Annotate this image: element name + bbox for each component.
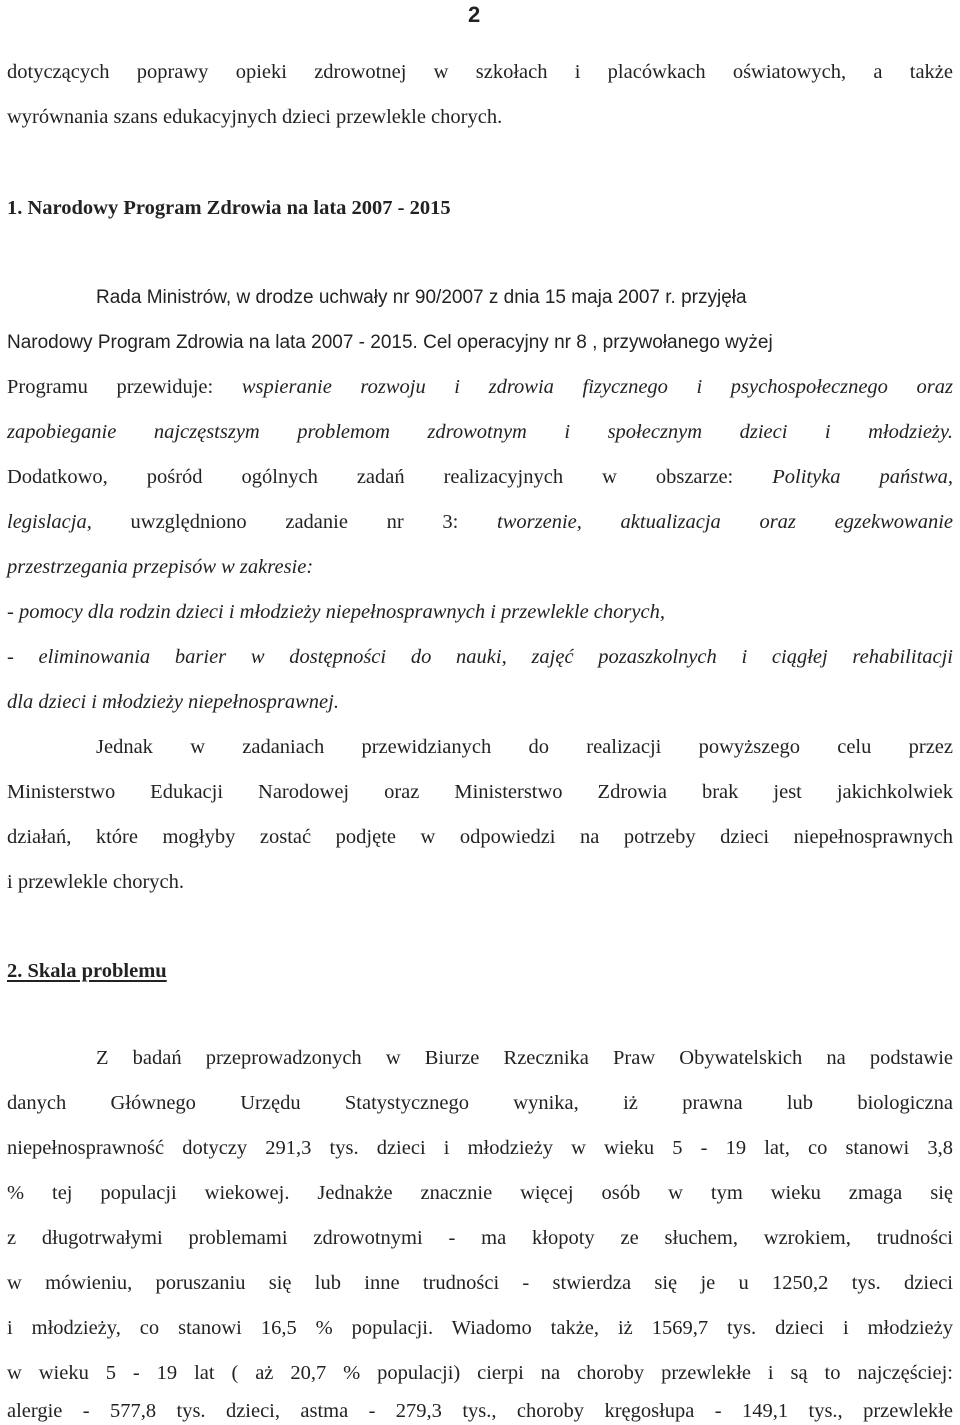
paragraph-line: legislacja, uwzględniono zadanie nr 3: tworzenie, aktualizacja oraz egzekwowanie	[7, 511, 954, 533]
page-number: 2	[468, 2, 481, 27]
paragraph-line: danych Głównego Urzędu Statystycznego wynika, iż prawna lub biologiczna	[7, 1092, 953, 1114]
paragraph-line: alergie - 577,8 tys. dzieci, astma - 279,3 tys., choroby kręgosłupa - 149,1 tys., przewlekłe	[7, 1400, 953, 1422]
paragraph-line: Z badań przeprowadzonych w Biurze Rzecznika Praw Obywatelskich na podstawie	[96, 1047, 953, 1069]
paragraph-line: w wieku 5 - 19 lat ( aż 20,7 % populacji) cierpi na choroby przewlekłe i są to najczęściej:	[7, 1362, 953, 1384]
list-item: - pomocy dla rodzin dzieci i młodzieży niepełnosprawnych i przewlekle chorych,	[7, 601, 665, 623]
paragraph-line: i przewlekle chorych.	[7, 871, 185, 893]
paragraph-line: z długotrwałymi problemami zdrowotnymi - ma kłopoty ze słuchem, wzrokiem, trudności	[7, 1227, 953, 1249]
paragraph-line: Jednak w zadaniach przewidzianych do realizacji powyższego celu przez	[96, 736, 953, 758]
paragraph-line: niepełnosprawność dotyczy 291,3 tys. dzieci i młodzieży w wieku 5 - 19 lat, co stanowi 3,8	[7, 1137, 953, 1159]
paragraph-line: Programu przewiduje: wspieranie rozwoju i zdrowia fizycznego i psychospołecznego oraz	[7, 376, 953, 398]
paragraph-line: Rada Ministrów, w drodze uchwały nr 90/2007 z dnia 15 maja 2007 r. przyjęła	[96, 287, 747, 308]
section-2-heading: 2. Skala problemu	[7, 960, 167, 982]
paragraph-line: % tej populacji wiekowej. Jednakże znacznie więcej osób w tym wieku zmaga się	[7, 1182, 953, 1204]
paragraph-line: Ministerstwo Edukacji Narodowej oraz Ministerstwo Zdrowia brak jest jakichkolwiek	[7, 781, 953, 803]
paragraph-line: Dodatkowo, pośród ogólnych zadań realizacyjnych w obszarze: Polityka państwa,	[7, 466, 953, 488]
paragraph-line: Narodowy Program Zdrowia na lata 2007 - 2015. Cel operacyjny nr 8 , przywołanego wyżej	[7, 332, 773, 353]
section-1-heading: 1. Narodowy Program Zdrowia na lata 2007 - 2015	[7, 197, 451, 219]
paragraph-line: przestrzegania przepisów w zakresie:	[7, 556, 314, 578]
intro-line: wyrównania szans edukacyjnych dzieci przewlekle chorych.	[7, 106, 503, 128]
paragraph-line: działań, które mogłyby zostać podjęte w odpowiedzi na potrzeby dzieci niepełnosprawnych	[7, 826, 953, 848]
intro-line: dotyczących poprawy opieki zdrowotnej w szkołach i placówkach oświatowych, a także	[7, 61, 953, 83]
paragraph-line: w mówieniu, poruszaniu się lub inne trudności - stwierdza się je u 1250,2 tys. dzieci	[7, 1272, 953, 1294]
paragraph-line: i młodzieży, co stanowi 16,5 % populacji. Wiadomo także, iż 1569,7 tys. dzieci i młodzieży	[7, 1317, 953, 1339]
paragraph-line: zapobieganie najczęstszym problemom zdrowotnym i społecznym dzieci i młodzieży.	[7, 421, 953, 443]
list-item: - eliminowania barier w dostępności do nauki, zajęć pozaszkolnych i ciągłej rehabilitacji	[7, 646, 953, 668]
list-item: dla dzieci i młodzieży niepełnosprawnej.	[7, 691, 339, 713]
